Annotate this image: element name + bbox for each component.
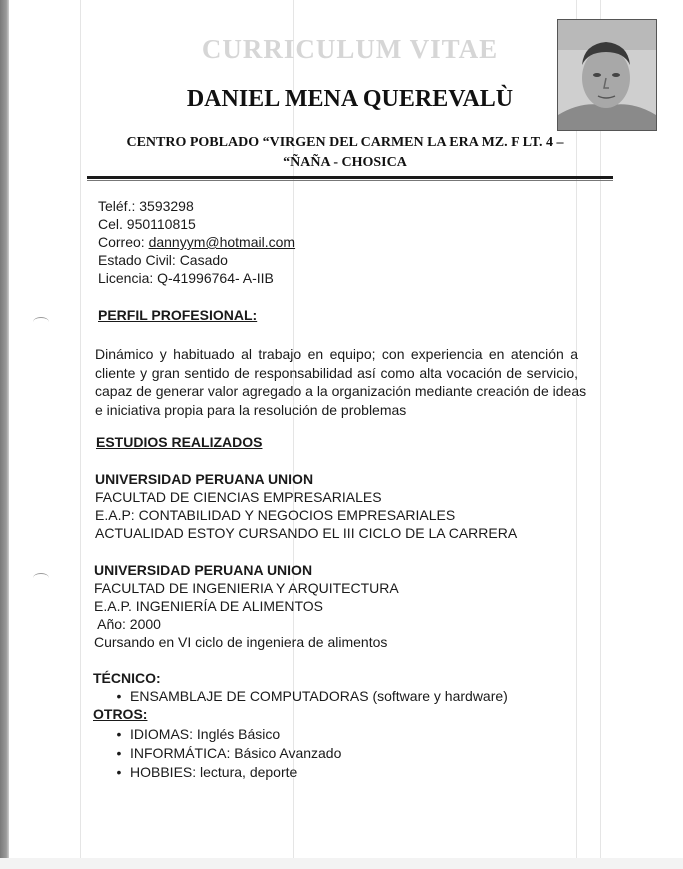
study-line: Año: 2000 [94,616,161,632]
license: Licencia: Q-41996764- A-IIB [98,270,274,286]
email-row [98,233,295,251]
email-link[interactable]: dannyym@hotmail.com [148,234,296,250]
phone: Teléf.: 3593298 [98,198,194,214]
bullet-icon: • [116,688,122,704]
list-item: • IDIOMAS: Inglés Básico [108,725,508,744]
study-line: ACTUALIDAD ESTOY CURSANDO EL III CICLO DE LA CARRERA [95,525,518,541]
profile-photo [557,19,657,131]
header-divider-thin [87,180,613,181]
scan-bottom-edge [0,858,683,869]
others-list [93,725,508,782]
technical-heading: TÉCNICO: [93,670,161,686]
profile-line: Dinámico y habituado al trabajo en equipo; con experiencia en atención a [95,346,578,362]
cell-phone: Cel. 950110815 [98,216,196,232]
address [110,133,580,173]
institution: UNIVERSIDAD PERUANA UNION [95,471,314,487]
profile-heading: PERFIL PROFESIONAL: [98,307,258,323]
list-item: • HOBBIES: lectura, deporte [108,763,508,782]
address-line: “ÑAÑA - CHOSICA [283,155,407,170]
profile-line: cliente y gran sentido de responsabilidad así como alta vocación de servicio, [95,364,578,381]
profile-line: e iniciativa propia para la resolución de problemas [95,401,407,418]
technical-section [93,669,508,782]
contact-info [98,197,295,287]
scan-fold-line [80,0,81,858]
technical-list [93,687,508,705]
civil-status: Estado Civil: Casado [98,252,228,268]
list-item: • INFORMÁTICA: Básico Avanzado [108,744,508,763]
bullet-icon: • [116,745,122,761]
study-line: E.A.P: CONTABILIDAD Y NEGOCIOS EMPRESARIALES [95,507,456,523]
profile-line: capaz de generar valor agregado a la organización mediante creación de ideas [95,383,587,399]
studies-heading: ESTUDIOS REALIZADOS [96,434,263,450]
study-line: FACULTAD DE INGENIERIA Y ARQUITECTURA [94,580,399,596]
address-line: CENTRO POBLADO “VIRGEN DEL CARMEN LA ERA MZ. F LT. 4 – [126,135,564,150]
candidate-name: DANIEL MENA QUEREVALÙ [186,86,514,112]
punch-hole-mark [33,573,49,583]
study-entry [94,561,399,651]
study-line: E.A.P. INGENIERÍA DE ALIMENTOS [94,598,324,614]
bullet-icon: • [116,764,122,780]
bullet-icon: • [116,726,122,742]
email-label: Correo: [98,234,149,250]
punch-hole-mark [33,317,49,327]
cv-title: CURRICULUM VITAE [201,34,499,64]
study-entry [95,470,517,542]
profile-paragraph [95,345,587,419]
list-item: • ENSAMBLAJE DE COMPUTADORAS (software y hardware) [108,687,508,705]
others-heading: OTROS: [93,706,148,722]
study-line: Cursando en VI ciclo de ingeniera de alimentos [94,634,388,650]
scan-left-edge [0,0,9,858]
institution: UNIVERSIDAD PERUANA UNION [94,562,313,578]
study-line: FACULTAD DE CIENCIAS EMPRESARIALES [95,489,382,505]
profile-photo-image [558,20,656,130]
header-divider [87,176,613,179]
